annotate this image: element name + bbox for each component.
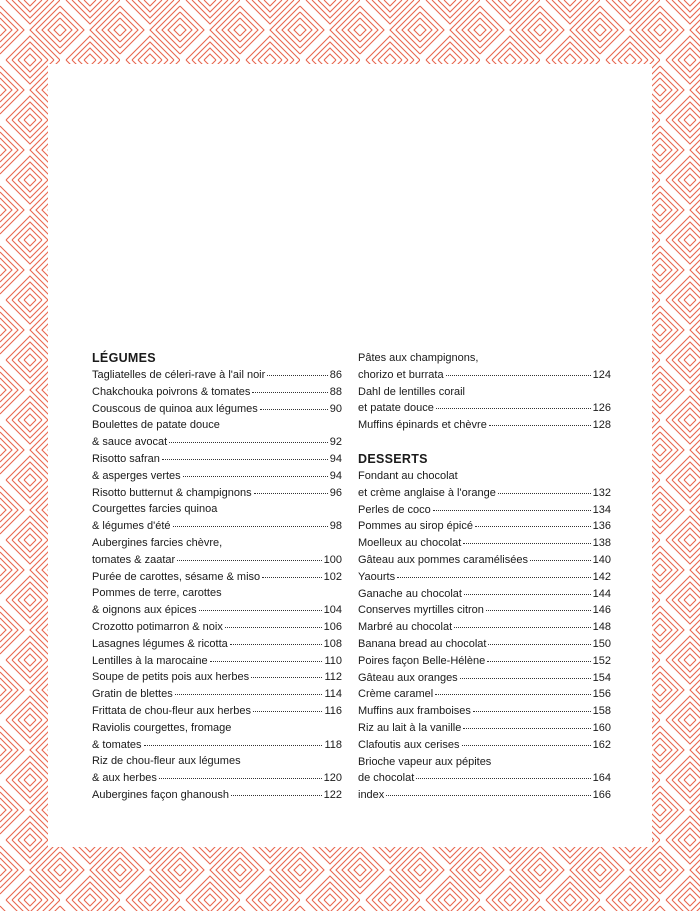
toc-entry-title: Courgettes farcies quinoa <box>92 503 218 516</box>
toc-entry-line <box>92 653 342 670</box>
toc-entry <box>92 417 342 451</box>
toc-entry <box>358 602 611 619</box>
toc-entry-line <box>92 518 342 535</box>
page-number: 134 <box>592 503 611 516</box>
dot-leader <box>460 678 591 679</box>
toc-entry-title: & oignons aux épices <box>92 604 197 617</box>
toc-entry-title: Crozotto potimarron & noix <box>92 620 223 633</box>
toc-entry-title: Yaourts <box>358 570 396 583</box>
toc-entry-title: Perles de coco <box>358 503 431 516</box>
dot-leader <box>252 392 327 393</box>
section-heading-legumes: LÉGUMES <box>92 351 156 365</box>
page-number: 128 <box>592 419 611 432</box>
page-number: 126 <box>592 402 611 415</box>
toc-entry-title: Gratin de blettes <box>92 688 173 701</box>
toc-entry-title: Clafoutis aux cerises <box>358 738 460 751</box>
toc-entry <box>92 720 342 754</box>
page-number: 110 <box>324 654 342 667</box>
page-number: 94 <box>329 452 342 465</box>
dot-leader <box>446 375 591 376</box>
page-number: 100 <box>323 553 342 566</box>
dot-leader <box>144 745 323 746</box>
dot-leader <box>462 745 591 746</box>
dot-leader <box>159 778 322 779</box>
toc-entry-title: Moelleux au chocolat <box>358 537 462 550</box>
toc-entry-line <box>92 703 342 720</box>
toc-entry-line <box>358 670 611 687</box>
page-number: 90 <box>329 402 342 415</box>
toc-entry <box>358 569 611 586</box>
toc-entry <box>358 586 611 603</box>
toc-entry <box>92 585 342 619</box>
toc-entry-line <box>358 569 611 586</box>
dot-leader <box>463 728 590 729</box>
dot-leader <box>231 795 322 796</box>
toc-entry <box>358 535 611 552</box>
toc-entry-line <box>92 753 342 770</box>
page-number: 144 <box>592 587 611 600</box>
toc-entry-line <box>92 720 342 737</box>
toc-entry-title: Crème caramel <box>358 688 434 701</box>
page-number: 124 <box>592 368 611 381</box>
dot-leader <box>254 493 328 494</box>
toc-entry-line <box>358 367 611 384</box>
page-number: 94 <box>329 469 342 482</box>
toc-entry-line <box>358 535 611 552</box>
toc-entry <box>358 686 611 703</box>
toc-entry-line <box>358 602 611 619</box>
toc-entry-title: Couscous de quinoa aux légumes <box>92 402 258 415</box>
toc-entry-line <box>358 468 611 485</box>
dot-leader <box>463 543 590 544</box>
toc-entry-title: Gâteau aux oranges <box>358 671 458 684</box>
page-number: 96 <box>329 486 342 499</box>
toc-entry-title: Muffins épinards et chèvre <box>358 419 487 432</box>
dot-leader <box>253 711 322 712</box>
toc-entry-title: Frittata de chou-fleur aux herbes <box>92 704 251 717</box>
page-number: 118 <box>324 738 342 751</box>
toc-entry-title: Riz au lait à la vanille <box>358 721 462 734</box>
toc-entry-title: Boulettes de patate douce <box>92 419 220 432</box>
page-number: 138 <box>592 537 611 550</box>
page-number: 112 <box>324 671 342 684</box>
dot-leader <box>436 408 591 409</box>
toc-entry <box>92 501 342 535</box>
dot-leader <box>262 577 322 578</box>
toc-entry-line <box>92 686 342 703</box>
toc-entry-line <box>92 787 342 804</box>
dot-leader <box>475 526 591 527</box>
page-number: 146 <box>592 604 611 617</box>
toc-entry-title: de chocolat <box>358 772 415 785</box>
toc-entry-line <box>358 653 611 670</box>
page-number: 88 <box>329 385 342 398</box>
dot-leader <box>225 627 322 628</box>
toc-list-legumes <box>92 367 342 804</box>
toc-entry-line <box>92 770 342 787</box>
toc-entry-title: Poires façon Belle-Hélène <box>358 654 486 667</box>
toc-entry-title: et crème anglaise à l'orange <box>358 486 496 499</box>
dot-leader <box>267 375 327 376</box>
page-number: 166 <box>592 789 611 802</box>
dot-leader <box>251 677 322 678</box>
toc-entry <box>92 636 342 653</box>
page-number: 116 <box>324 704 342 717</box>
dot-leader <box>530 560 591 561</box>
toc-entry-title: tomates & zaatar <box>92 553 176 566</box>
dot-leader <box>173 526 328 527</box>
page-number: 114 <box>324 688 342 701</box>
toc-entry <box>92 384 342 401</box>
toc-entry-line <box>358 518 611 535</box>
toc-entry-line <box>92 401 342 418</box>
toc-entry-title: Conserves myrtilles citron <box>358 604 484 617</box>
toc-entry-line <box>358 400 611 417</box>
toc-entry <box>358 350 611 384</box>
page-number: 102 <box>323 570 342 583</box>
toc-entry <box>358 703 611 720</box>
toc-entry-line <box>92 485 342 502</box>
page-number: 160 <box>592 721 611 734</box>
page-number: 164 <box>592 772 611 785</box>
toc-entry-title: Fondant au chocolat <box>358 469 458 482</box>
toc-entry-line <box>92 552 342 569</box>
toc-entry <box>92 787 342 804</box>
toc-entry-title: Banana bread au chocolat <box>358 637 487 650</box>
content-panel <box>48 64 652 847</box>
toc-entry <box>358 502 611 519</box>
toc-entry <box>358 619 611 636</box>
toc-entry-title: & sauce avocat <box>92 436 168 449</box>
toc-entry <box>92 401 342 418</box>
toc-entry-title: Muffins aux framboises <box>358 705 471 718</box>
dot-leader <box>199 610 322 611</box>
toc-list-legumes-continued <box>358 350 611 434</box>
toc-list-desserts <box>358 468 611 804</box>
toc-entry-title: & tomates <box>92 738 142 751</box>
toc-entry-line <box>358 737 611 754</box>
toc-entry-line <box>92 417 342 434</box>
toc-entry-line <box>92 384 342 401</box>
dot-leader <box>169 442 328 443</box>
page-number: 86 <box>329 369 342 381</box>
toc-entry-line <box>358 586 611 603</box>
toc-entry <box>358 552 611 569</box>
toc-entry <box>358 653 611 670</box>
toc-entry <box>358 636 611 653</box>
toc-entry-line <box>358 619 611 636</box>
page-number: 136 <box>592 520 611 533</box>
toc-entry-title: Dahl de lentilles corail <box>358 385 465 398</box>
toc-entry-title: & asperges vertes <box>92 469 181 482</box>
dot-leader <box>435 694 590 695</box>
toc-entry-line <box>358 485 611 502</box>
toc-entry-title: Soupe de petits pois aux herbes <box>92 671 250 684</box>
toc-entry-line <box>92 468 342 485</box>
toc-entry-line <box>92 585 342 602</box>
toc-entry <box>358 468 611 502</box>
dot-leader <box>464 594 591 595</box>
page-number: 104 <box>323 604 342 617</box>
page-number: 150 <box>592 637 611 650</box>
toc-entry-title: Riz de chou-fleur aux légumes <box>92 755 241 768</box>
toc-entry <box>92 703 342 720</box>
toc-entry-title: Raviolis courgettes, fromage <box>92 721 232 734</box>
dot-leader <box>386 795 590 796</box>
toc-entry-line <box>358 417 611 434</box>
page-number: 108 <box>323 637 342 650</box>
toc-entry-title: Risotto butternut & champignons <box>92 486 252 499</box>
page-number: 156 <box>592 688 611 701</box>
toc-entry-line <box>92 737 342 754</box>
toc-entry-line <box>358 754 611 771</box>
dot-leader <box>498 493 591 494</box>
toc-entry-line <box>92 434 342 451</box>
toc-entry <box>92 753 342 787</box>
toc-entry <box>92 653 342 670</box>
toc-entry-title: Pommes de terre, carottes <box>92 587 222 600</box>
toc-entry <box>92 367 342 384</box>
page-number: 106 <box>323 620 342 633</box>
toc-entry <box>92 569 342 586</box>
page-number: 132 <box>592 486 611 499</box>
toc-entry-title: chorizo et burrata <box>358 368 444 381</box>
toc-entry-line <box>358 636 611 653</box>
toc-entry <box>358 670 611 687</box>
toc-column-desserts <box>358 350 611 804</box>
toc-entry-title: et patate douce <box>358 402 434 415</box>
dot-leader <box>416 778 590 779</box>
toc-entry <box>358 384 611 418</box>
toc-entry-line <box>358 720 611 737</box>
toc-entry <box>358 720 611 737</box>
dot-leader <box>177 560 321 561</box>
toc-entry-line <box>358 350 611 367</box>
toc-entry-line <box>92 636 342 653</box>
dot-leader <box>230 644 322 645</box>
toc-entry-title: Gâteau aux pommes caramélisées <box>358 553 528 566</box>
toc-entry-line <box>92 569 342 586</box>
page-number: 154 <box>592 671 611 684</box>
toc-entry <box>358 787 611 804</box>
toc-entry-title: Aubergines farcies chèvre, <box>92 536 223 549</box>
toc-entry-title: Aubergines façon ghanoush <box>92 788 229 801</box>
dot-leader <box>486 610 591 611</box>
page-number: 92 <box>329 436 342 449</box>
page-number: 140 <box>592 553 611 566</box>
toc-entry-title: & légumes d'été <box>92 520 171 533</box>
dot-leader <box>487 661 590 662</box>
dot-leader <box>489 425 591 426</box>
dot-leader <box>175 694 323 695</box>
page-number: 142 <box>592 570 611 583</box>
toc-entry <box>358 737 611 754</box>
toc-entry-line <box>358 770 611 787</box>
dot-leader <box>433 510 591 511</box>
dot-leader <box>488 644 590 645</box>
toc-entry-line <box>358 787 611 804</box>
toc-entry-title: Brioche vapeur aux pépites <box>358 755 492 768</box>
toc-entry-line <box>92 367 342 384</box>
toc-entry <box>92 535 342 569</box>
toc-entry-line <box>92 619 342 636</box>
toc-entry <box>358 518 611 535</box>
toc-entry-title: Lasagnes légumes & ricotta <box>92 637 228 650</box>
toc-entry-line <box>358 703 611 720</box>
toc-entry-line <box>92 535 342 552</box>
dot-leader <box>397 577 591 578</box>
toc-entry-title: Risotto safran <box>92 452 160 465</box>
toc-entry-title: Lentilles à la marocaine <box>92 654 208 667</box>
toc-entry-title: Pommes au sirop épicé <box>358 520 473 533</box>
toc-entry-title: index <box>358 789 385 802</box>
dot-leader <box>473 711 591 712</box>
toc-column-legumes <box>92 350 342 804</box>
toc-entry-line <box>92 669 342 686</box>
toc-entry-title: Chakchouka poivrons & tomates <box>92 385 251 398</box>
dot-leader <box>210 661 323 662</box>
toc-entry-line <box>358 384 611 401</box>
toc-entry-line <box>92 501 342 518</box>
toc-entry-title: Marbré au chocolat <box>358 621 453 634</box>
page-number: 158 <box>592 705 611 718</box>
page-number: 148 <box>592 621 611 634</box>
toc-entry-title: & aux herbes <box>92 772 157 785</box>
toc-entry <box>358 754 611 788</box>
toc-entry-title: Pâtes aux champignons, <box>358 352 479 364</box>
toc-entry <box>92 468 342 485</box>
toc-entry-line <box>92 602 342 619</box>
toc-entry-title: Ganache au chocolat <box>358 587 462 600</box>
section-heading-desserts: DESSERTS <box>358 451 428 466</box>
toc-entry <box>92 686 342 703</box>
toc-entry-line <box>358 686 611 703</box>
page-number: 162 <box>592 738 611 751</box>
dot-leader <box>454 627 590 628</box>
toc-entry-line <box>358 552 611 569</box>
page-number: 98 <box>329 520 342 533</box>
toc-entry <box>92 619 342 636</box>
page-number: 122 <box>323 788 342 801</box>
dot-leader <box>162 459 328 460</box>
toc-entry <box>92 451 342 468</box>
page-number: 152 <box>592 654 611 667</box>
dot-leader <box>183 476 328 477</box>
toc-entry-title: Purée de carottes, sésame & miso <box>92 570 261 583</box>
toc-entry-line <box>92 451 342 468</box>
toc-entry-title: Tagliatelles de céleri-rave à l'ail noir <box>92 369 266 381</box>
page-number: 120 <box>323 772 342 785</box>
toc-entry-line <box>358 502 611 519</box>
toc-entry <box>92 669 342 686</box>
toc-entry <box>358 417 611 434</box>
dot-leader <box>260 409 328 410</box>
toc-entry <box>92 485 342 502</box>
